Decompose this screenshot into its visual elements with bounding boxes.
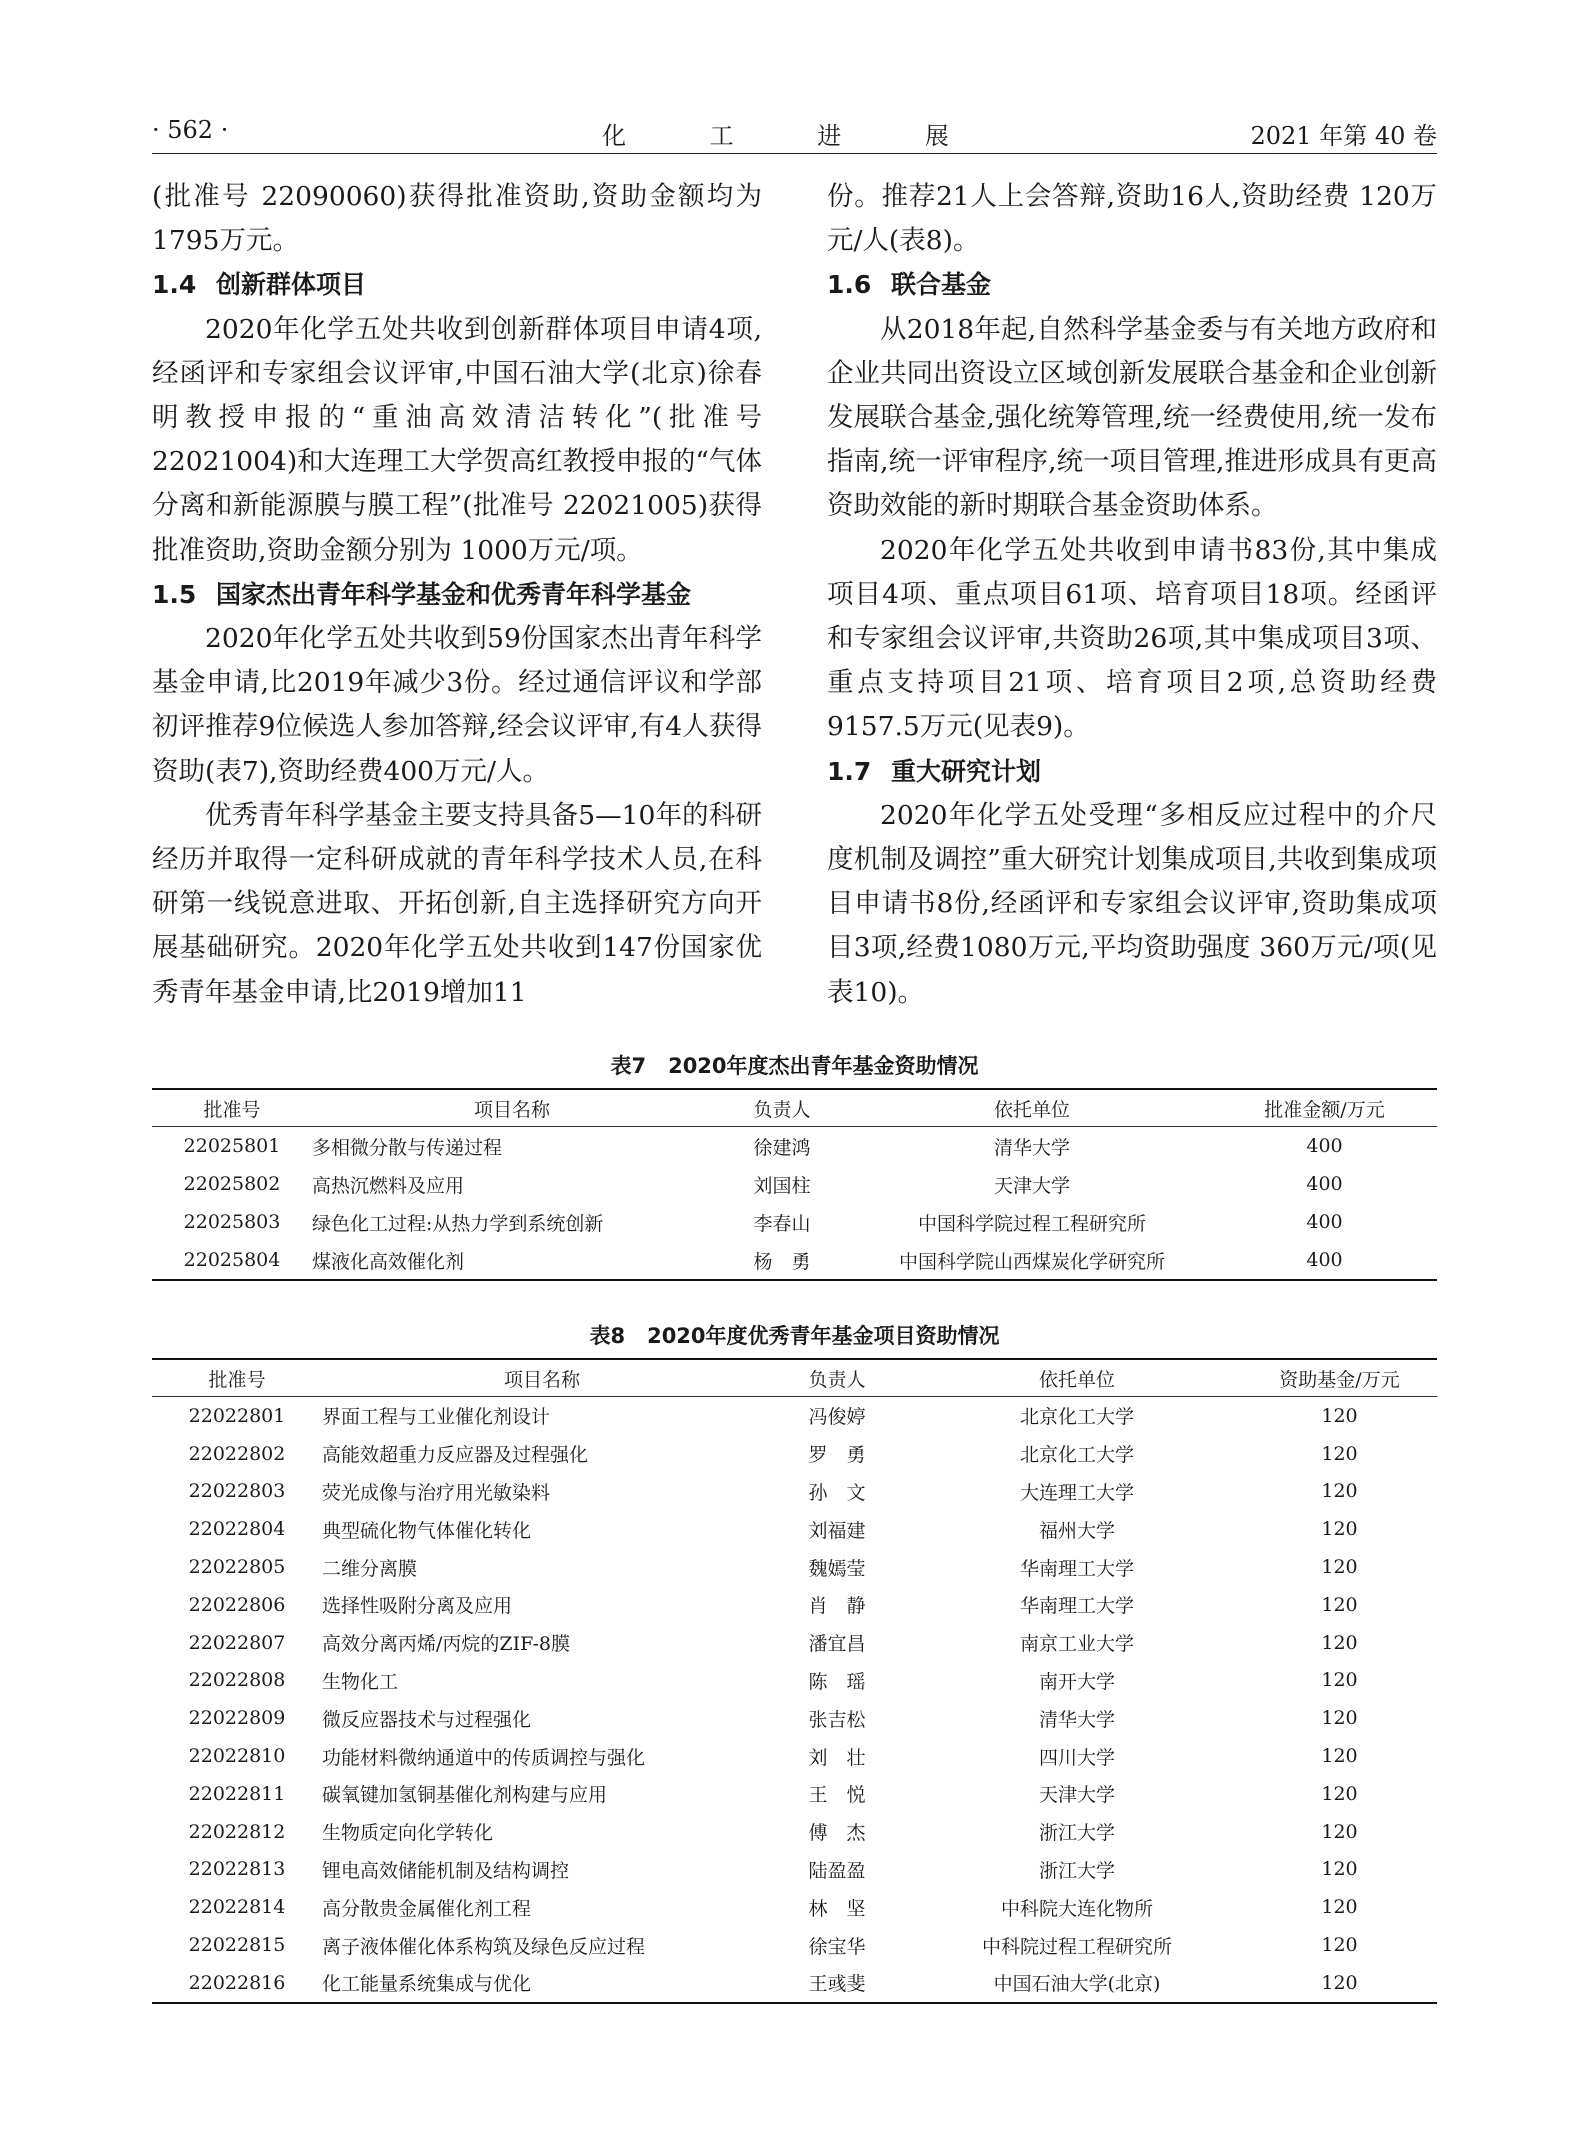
column-header: 依托单位 (852, 1089, 1212, 1127)
table-cell: 微反应器技术与过程强化 (322, 1708, 532, 1731)
table-row (152, 1926, 1437, 1964)
page-number: · 562 · (152, 116, 229, 144)
table-cell: 22022801 (188, 1404, 286, 1427)
table-row (152, 1813, 1437, 1851)
table-cell: 荧光成像与治疗用光敏染料 (322, 1481, 551, 1504)
table-cell: 高能效超重力反应器及过程强化 (322, 1444, 589, 1467)
table-cell: 22022816 (188, 1971, 286, 1994)
table-cell: 22022808 (188, 1669, 286, 1692)
table-cell: 界面工程与工业催化剂设计 (322, 1406, 551, 1429)
table-cell: 120 (1321, 1782, 1358, 1805)
table-cell: 22022814 (188, 1896, 286, 1919)
table-cell: 22025801 (183, 1135, 281, 1157)
table-cell: 中科院大连化物所 (1000, 1897, 1153, 1920)
table-cell: 肖 静 (808, 1595, 866, 1618)
table-cell: 中国科学院山西煤炭化学研究所 (898, 1250, 1165, 1273)
table-cell: 煤液化高效催化剂 (312, 1250, 465, 1273)
section-heading-1-7: 1.7 重大研究计划 (827, 756, 1042, 786)
table-cell: 120 (1321, 1593, 1358, 1616)
table-row (152, 1510, 1437, 1548)
section-heading-1-6: 1.6 联合基金 (827, 270, 992, 300)
table-cell: 120 (1321, 1820, 1358, 1843)
section-heading-1-4: 1.4 创新群体项目 (152, 270, 367, 300)
table-cell: 多相微分散与传递过程 (312, 1136, 503, 1159)
table-cell: 林 坚 (808, 1897, 866, 1920)
table-cell: 中科院过程工程研究所 (981, 1935, 1172, 1958)
table-cell: 华南理工大学 (1019, 1557, 1134, 1580)
table-cell: 120 (1321, 1971, 1358, 1994)
table-cell: 120 (1321, 1934, 1358, 1957)
table-header-row (152, 1359, 1437, 1397)
table-cell: 22022807 (188, 1631, 286, 1654)
table-cell: 120 (1321, 1896, 1358, 1919)
running-header (152, 110, 1437, 150)
table-cell: 化工能量系统集成与优化 (322, 1973, 532, 1996)
table-row (152, 1165, 1437, 1203)
paragraph: 优秀青年科学基金主要支持具备5—10年的科研经历并取得一定科研成就的青年科学技术人员,在科研第一线锐意进取、开拓创新,自主选择研究方向开展基础研究。2020年化学五处共收到147份国家优秀青年基金申请,比2019增加11 (152, 799, 762, 1008)
table-cell: 高效分离丙烯/丙烷的ZIF-8膜 (322, 1633, 570, 1656)
table-cell: 二维分离膜 (322, 1557, 418, 1580)
table-cell: 120 (1321, 1858, 1358, 1881)
table-cell: 中国石油大学(北京) (993, 1973, 1161, 1996)
paragraph: 从2018年起,自然科学基金委与有关地方政府和企业共同出资设立区域创新发展联合基金和企业创新发展联合基金,强化统筹管理,统一经费使用,统一发布指南,统一评审程序,统一项目管理,推进形成具有更高资助效能的新时期联合基金资助体系。 (827, 313, 1437, 522)
table-cell: 陆盈盈 (808, 1859, 866, 1882)
table-cell: 徐宝华 (808, 1935, 866, 1958)
column-header: 负责人 (712, 1089, 852, 1127)
table-cell: 陈 瑶 (808, 1670, 866, 1693)
column-header: 批准号 (152, 1359, 322, 1397)
journal-name: 化 工 进 展 (602, 122, 987, 150)
table-cell: 选择性吸附分离及应用 (322, 1595, 513, 1618)
table-cell: 魏嫣莹 (808, 1557, 866, 1580)
table-cell: 22025802 (183, 1173, 281, 1195)
paragraph: 2020年化学五处受理“多相反应过程中的介尺度机制及调控”重大研究计划集成项目,共收到集成项目申请书8份,经函评和专家组会议评审,资助集成项目3项,经费1080万元,平均资助强度 360万元/项(见表10)。 (827, 799, 1437, 1008)
table-cell: 李春山 (753, 1212, 811, 1235)
table-row (152, 1241, 1437, 1280)
table-cell: 22022805 (188, 1556, 286, 1579)
table-cell: 高热沉燃料及应用 (312, 1174, 465, 1197)
table-cell: 浙江大学 (1038, 1822, 1115, 1845)
table-cell: 22022806 (188, 1593, 286, 1616)
table-cell: 功能材料微纳通道中的传质调控与强化 (322, 1746, 646, 1769)
paragraph: 份。推荐21人上会答辩,资助16人,资助经费 120万元/人(表8)。 (827, 181, 1437, 257)
table-row (152, 1737, 1437, 1775)
table7 (152, 1088, 1437, 1281)
table-cell: 碳氧键加氢铜基催化剂构建与应用 (322, 1784, 608, 1807)
table-cell: 天津大学 (1038, 1784, 1115, 1807)
column-header: 依托单位 (912, 1359, 1242, 1397)
table-cell: 400 (1306, 1173, 1343, 1195)
paragraph: (批准号 22090060)获得批准资助,资助金额均为 1795万元。 (152, 181, 762, 257)
section-heading-1-5: 1.5 国家杰出青年科学基金和优秀青年科学基金 (152, 579, 692, 609)
table-cell: 22022812 (188, 1820, 286, 1843)
table-cell: 22022809 (188, 1707, 286, 1730)
table-cell: 22025804 (183, 1249, 281, 1271)
table-cell: 典型硫化物气体催化转化 (322, 1519, 532, 1542)
paragraph: 2020年化学五处共收到59份国家杰出青年科学基金申请,比2019年减少3份。经过通信评议和学部初评推荐9位候选人参加答辩,经会议评审,有4人获得资助(表7),资助经费400万元/人。 (152, 623, 762, 787)
table-cell: 傅 杰 (808, 1822, 866, 1845)
table-row (152, 1435, 1437, 1473)
table-cell: 120 (1321, 1631, 1358, 1654)
table-cell: 孙 文 (808, 1481, 866, 1504)
table-cell: 刘国柱 (753, 1174, 811, 1197)
table-header-row (152, 1089, 1437, 1127)
table-cell: 杨 勇 (753, 1250, 811, 1273)
table-cell: 高分散贵金属催化剂工程 (322, 1897, 532, 1920)
table-cell: 120 (1321, 1745, 1358, 1768)
table-cell: 120 (1321, 1669, 1358, 1692)
table-row (152, 1548, 1437, 1586)
table-cell: 22022810 (188, 1745, 286, 1768)
table-row (152, 1473, 1437, 1511)
volume-info: 2021 年第 40 卷 (1250, 122, 1437, 150)
table-cell: 400 (1306, 1135, 1343, 1157)
table-row (152, 1624, 1437, 1662)
table-cell: 生物质定向化学转化 (322, 1822, 494, 1845)
table-cell: 120 (1321, 1442, 1358, 1465)
table-row (152, 1127, 1437, 1166)
table-cell: 22022815 (188, 1934, 286, 1957)
table-row (152, 1586, 1437, 1624)
column-header: 资助基金/万元 (1242, 1359, 1437, 1397)
table-row (152, 1964, 1437, 2003)
table-cell: 张吉松 (808, 1708, 866, 1731)
table-cell: 华南理工大学 (1019, 1595, 1134, 1618)
table-cell: 大连理工大学 (1019, 1481, 1134, 1504)
column-header: 项目名称 (312, 1089, 712, 1127)
table-cell: 天津大学 (993, 1174, 1070, 1197)
table-cell: 冯俊婷 (808, 1406, 866, 1429)
table-cell: 中国科学院过程工程研究所 (917, 1212, 1146, 1235)
table-cell: 22022811 (188, 1782, 286, 1805)
table-cell: 四川大学 (1038, 1746, 1115, 1769)
table-cell: 120 (1321, 1556, 1358, 1579)
column-header: 批准金额/万元 (1212, 1089, 1437, 1127)
table-cell: 120 (1321, 1707, 1358, 1730)
table-row (152, 1203, 1437, 1241)
table-row (152, 1397, 1437, 1435)
table-cell: 22022802 (188, 1442, 286, 1465)
column-header: 批准号 (152, 1089, 312, 1127)
table-cell: 400 (1306, 1211, 1343, 1233)
table8 (152, 1358, 1437, 2004)
table-row (152, 1699, 1437, 1737)
table-cell: 离子液体催化体系构筑及绿色反应过程 (322, 1935, 646, 1958)
table-row (152, 1775, 1437, 1813)
table-cell: 绿色化工过程:从热力学到系统创新 (312, 1212, 604, 1235)
table-cell: 120 (1321, 1518, 1358, 1541)
table-cell: 浙江大学 (1038, 1859, 1115, 1882)
column-header: 项目名称 (322, 1359, 762, 1397)
table-cell: 清华大学 (993, 1136, 1070, 1159)
header-rule (152, 153, 1437, 154)
table-cell: 北京化工大学 (1019, 1406, 1134, 1429)
table-cell: 22025803 (183, 1211, 281, 1233)
paragraph: 2020年化学五处共收到创新群体项目申请4项,经函评和专家组会议评审,中国石油大学(北京)徐春明教授申报的“重油高效清洁转化”(批准号 22021004)和大连理工大学贺高红教授申报的“气体分离和新能源膜与膜工程”(批准号 22021005)获得批准资助,资助金额分别为 1000万元/项。 (152, 313, 762, 566)
table-row (152, 1662, 1437, 1700)
column-header: 负责人 (762, 1359, 912, 1397)
table-cell: 22022813 (188, 1858, 286, 1881)
table-cell: 120 (1321, 1404, 1358, 1427)
table-cell: 清华大学 (1038, 1708, 1115, 1731)
table-cell: 400 (1306, 1249, 1343, 1271)
table-cell: 福州大学 (1038, 1519, 1115, 1542)
table8-caption: 表8 2020年度优秀青年基金项目资助情况 (589, 1324, 1000, 1348)
table-cell: 徐建鸿 (753, 1136, 811, 1159)
paragraph: 2020年化学五处共收到申请书83份,其中集成项目4项、重点项目61项、培育项目18项。经函评和专家组会议评审,共资助26项,其中集成项目3项、重点支持项目21项、培育项目2项,总资助经费9157.5万元(见表9)。 (827, 534, 1437, 743)
table-cell: 南京工业大学 (1019, 1633, 1134, 1656)
table-cell: 120 (1321, 1480, 1358, 1503)
table-cell: 生物化工 (322, 1670, 399, 1693)
table-cell: 罗 勇 (808, 1444, 866, 1467)
right-column (827, 175, 1437, 1015)
table-cell: 南开大学 (1038, 1670, 1115, 1693)
left-column (152, 175, 762, 1015)
table-cell: 刘福建 (808, 1519, 866, 1542)
table-cell: 王彧斐 (808, 1973, 866, 1996)
table-row (152, 1888, 1437, 1926)
table-cell: 22022804 (188, 1518, 286, 1541)
table-cell: 北京化工大学 (1019, 1444, 1134, 1467)
table-cell: 刘 壮 (808, 1746, 866, 1769)
table-cell: 潘宜昌 (808, 1633, 866, 1656)
table7-caption: 表7 2020年度杰出青年基金资助情况 (610, 1054, 979, 1078)
table-cell: 王 悦 (808, 1784, 866, 1807)
table-row (152, 1851, 1437, 1889)
table-cell: 22022803 (188, 1480, 286, 1503)
table-cell: 锂电高效储能机制及结构调控 (322, 1859, 570, 1882)
